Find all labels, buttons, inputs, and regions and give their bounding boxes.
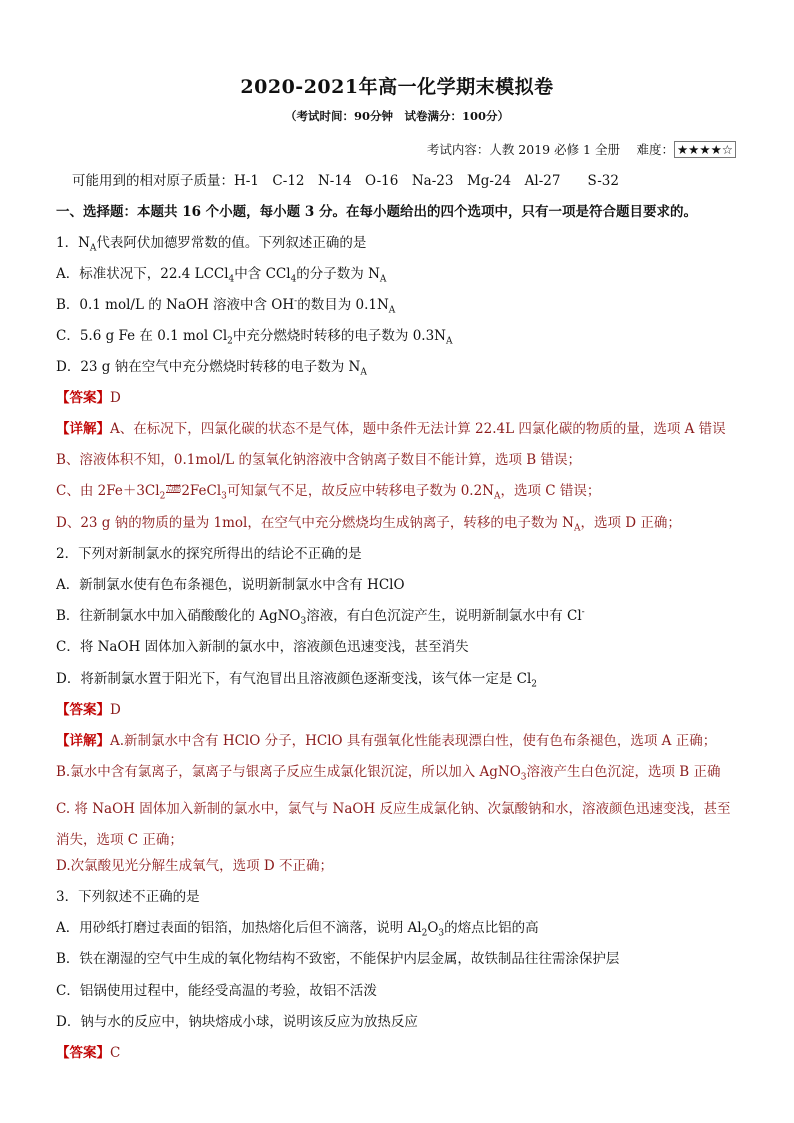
q1-detail-c-sub-2: 3	[221, 491, 227, 500]
q1-option-c-sub: 2	[227, 336, 233, 345]
q1-detail-d-text: D、23 g 钠的物质的量为 1mol，在空气中充分燃烧均生成钠离子，转移的电子数为 N	[56, 515, 574, 531]
q1-option-a-sub: 4	[228, 274, 235, 283]
q1-detail-d	[56, 514, 740, 532]
q1-stem-text: 1．N	[56, 235, 90, 251]
q1-option-a-text-3: 的分子数为 N	[296, 266, 380, 282]
q2-detail-a-text: A.新制氯水中含有 HClO 分子，HClO 具有强氧化性能表现漂白性，使有色布条褪色，选项 A 正确；	[110, 733, 717, 749]
q1-detail-c-sub: 2	[159, 491, 166, 500]
q1-detail-c-text: C、由 2Fe＋3Cl	[56, 483, 160, 499]
q2-option-b	[56, 607, 740, 625]
q2-option-b-text: B．往新制氯水中加入硝酸酸化的 AgNO	[56, 608, 301, 624]
q1-option-c	[56, 327, 740, 345]
q2-answer	[56, 701, 740, 719]
detail-label: 【详解】	[56, 421, 110, 437]
q2-stem: 2．下列对新制氯水的探究所得出的结论不正确的是	[56, 546, 362, 562]
q2-answer-value: D	[110, 702, 121, 718]
q1-detail-a	[56, 420, 740, 438]
q3-option-a-sub-2: 3	[438, 928, 445, 937]
q2-detail-a	[56, 732, 740, 750]
q3-answer-value: C	[110, 1045, 121, 1061]
q3-option-a-text-2: O	[427, 920, 439, 936]
q2-detail-b-text: B.氯水中含有氯离子，氯离子与银离子反应生成氯化银沉淀，所以加入 AgNO	[56, 764, 521, 780]
q1-detail-d-sub: A	[573, 523, 581, 532]
q2-detail-b-text-2: 溶液产生白色沉淀，选项 B 正确	[526, 764, 721, 780]
q1-detail-d-text-2: ，选项 D 正确；	[580, 515, 681, 531]
q1-detail-c-text-2: 2FeCl	[181, 483, 222, 499]
q2-detail-b-sub: 3	[520, 772, 527, 781]
q3-option-a-text-3: 的熔点比铝的高	[444, 920, 539, 936]
reaction-condition-arrow: 点燃	[166, 484, 181, 493]
q1-option-b-text: B．0.1 mol/L 的 NaOH 溶液中含 OH	[56, 297, 295, 313]
difficulty-stars: ★★★★☆	[674, 141, 736, 158]
q1-option-a-text-2: 中含 CCl	[234, 266, 291, 282]
q3-option-c: C．铝锅使用过程中，能经受高温的考验，故铝不活泼	[56, 983, 377, 999]
q2-detail-d: D.次氯酸见光分解生成氧气，选项 D 不正确；	[56, 858, 334, 874]
q2-option-b-sup: -	[581, 607, 585, 618]
q1-answer-value: D	[110, 390, 121, 406]
q1-detail-c	[56, 482, 740, 500]
q1-option-a-text: A．标准状况下，22.4 LCCl	[56, 266, 229, 282]
q1-detail-a-text: A、在标况下，四氯化碳的状态不是气体，题中条件无法计算 22.4L 四氯化碳的物质的量，选项 A 错误	[110, 421, 726, 437]
q1-answer	[56, 389, 740, 407]
q1-option-c-sub-2: A	[445, 336, 453, 345]
q3-option-b: B．铁在潮湿的空气中生成的氧化物结构不致密，不能保护内层金属，故铁制品往往需涂保护层	[56, 951, 620, 967]
exam-subtitle: （考试时间：90分钟 试卷满分：100分）	[284, 109, 509, 123]
q3-option-a-sub: 2	[421, 928, 428, 937]
q1-option-d-text: D．23 g 钠在空气中充分燃烧时转移的电子数为 N	[56, 359, 361, 375]
q3-option-a	[56, 919, 740, 937]
q1-option-c-text: C．5.6 g Fe 在 0.1 mol Cl	[56, 328, 228, 344]
q1-detail-c-text-3: 可知氯气不足，故反应中转移电子数为 0.2N	[226, 483, 494, 499]
page-title: 2020-2021年高一化学期末模拟卷	[240, 76, 554, 98]
q2-option-d-sub: 2	[531, 679, 537, 688]
detail-label: 【详解】	[56, 733, 110, 749]
q2-option-c: C．将 NaOH 固体加入新制的氯水中，溶液颜色迅速变浅，甚至消失	[56, 639, 469, 655]
exam-meta	[427, 140, 736, 158]
q1-option-d-sub: A	[360, 367, 367, 376]
q3-option-d: D．钠与水的反应中，钠块熔成小球，说明该反应为放热反应	[56, 1014, 418, 1030]
q1-option-d	[56, 358, 740, 376]
q2-option-a: A．新制氯水使有色布条褪色，说明新制氯水中含有 HClO	[56, 577, 405, 593]
q2-option-d-text: D．将新制氯水置于阳光下，有气泡冒出且溶液颜色逐渐变浅，该气体一定是 Cl	[56, 671, 532, 687]
q2-detail-b	[56, 763, 740, 781]
q1-detail-b: B、溶液体积不知，0.1mol/L 的氢氧化钠溶液中含钠离子数目不能计算，选项 B 错误；	[56, 452, 581, 468]
answer-label: 【答案】	[56, 390, 110, 406]
q3-option-a-text: A．用砂纸打磨过表面的铝箔，加热熔化后但不滴落，说明 Al	[56, 920, 422, 936]
q1-option-a	[56, 265, 740, 283]
q1-option-a-sub-3: A	[379, 274, 387, 283]
q3-stem: 3．下列叙述不正确的是	[56, 889, 200, 905]
q1-option-a-sub-2: 4	[290, 274, 297, 283]
q2-detail-c: C. 将 NaOH 固体加入新制的氯水中，氯气与 NaOH 反应生成氯化钠、次氯酸钠和水，溶液颜色迅速变浅，甚至消失，选项 C 正确；	[56, 801, 731, 848]
q1-option-b-sup: -	[294, 296, 298, 307]
q1-option-b	[56, 296, 740, 314]
q1-detail-c-sub-3: A	[493, 491, 501, 500]
meta-content: 考试内容：人教 2019 必修 1 全册 难度：	[426, 142, 674, 157]
section-heading: 一、选择题：本题共 16 个小题，每小题 3 分。在每小题给出的四个选项中，只有一项是符合题目要求的。	[56, 204, 697, 220]
q1-stem	[56, 234, 740, 252]
q2-option-b-sub: 3	[300, 616, 307, 625]
q1-detail-c-text-4: ，选项 C 错误；	[500, 483, 601, 499]
q1-option-b-text-2: 的数目为 0.1N	[297, 297, 389, 313]
q2-option-b-text-2: 溶液，有白色沉淀产生，说明新制氯水中有 Cl	[306, 608, 582, 624]
q2-option-d	[56, 670, 740, 688]
q1-stem-sub: A	[89, 243, 97, 252]
answer-label: 【答案】	[56, 702, 110, 718]
q1-stem-text-2: 代表阿伏加德罗常数的值。下列叙述正确的是	[96, 235, 367, 251]
q1-option-b-sub: A	[388, 305, 396, 314]
q3-answer	[56, 1044, 740, 1062]
q1-option-c-text-2: 中充分燃烧时转移的电子数为 0.3N	[232, 328, 446, 344]
answer-label: 【答案】	[56, 1045, 110, 1061]
atomic-masses: 可能用到的相对原子质量：H-1 C-12 N-14 O-16 Na-23 Mg-24 Al-27 S-32	[72, 173, 619, 189]
